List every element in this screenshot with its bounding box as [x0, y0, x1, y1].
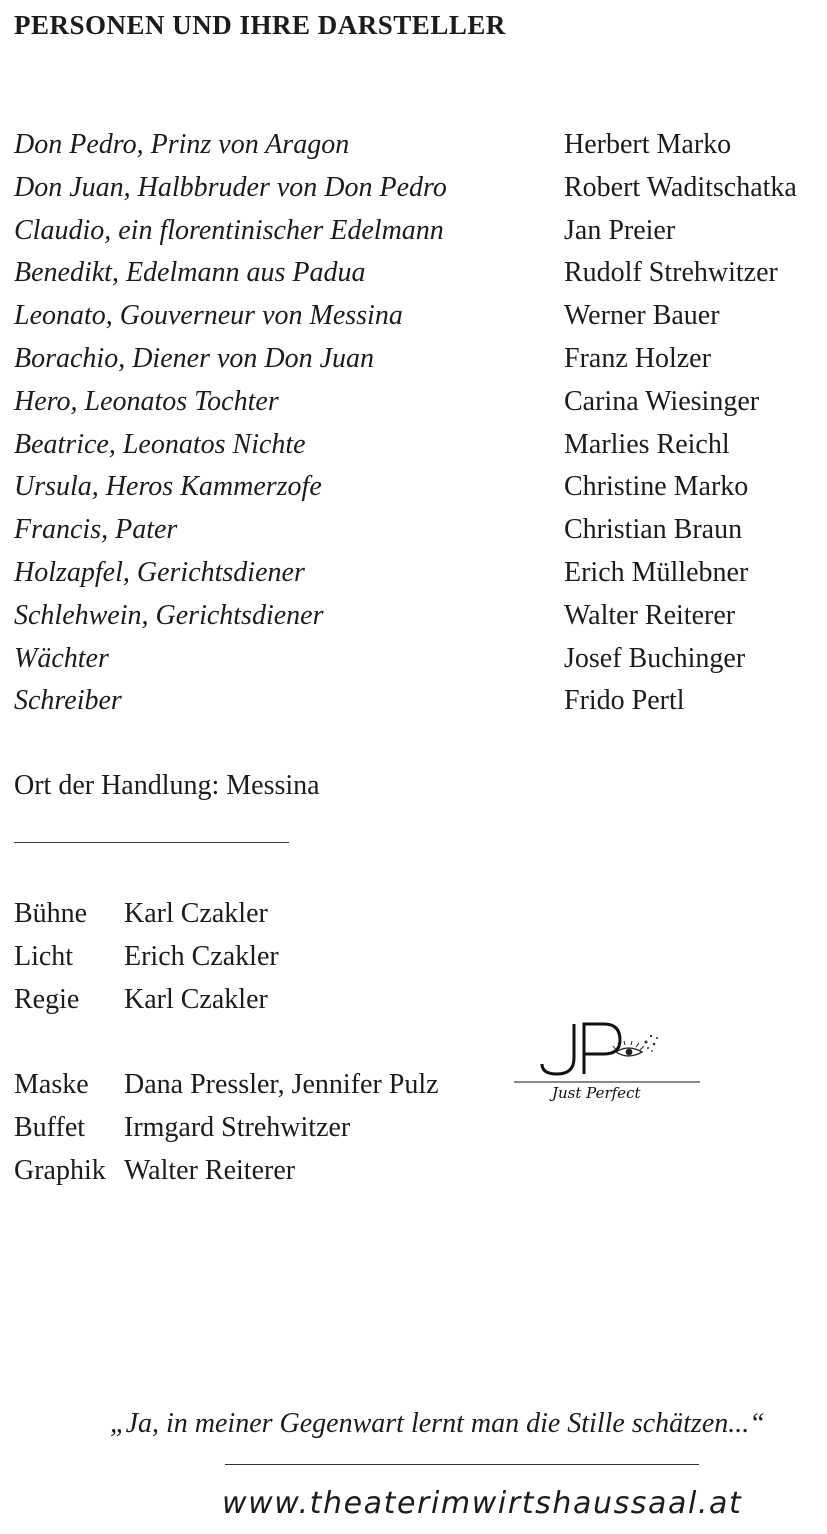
logo-letter-p: [584, 1024, 620, 1074]
crew-label: Maske: [14, 1069, 89, 1100]
crew-name: Dana Pressler, Jennifer Pulz: [124, 1069, 439, 1100]
role-name: Schlehwein, Gerichtsdiener: [14, 599, 324, 631]
role-name: Borachio, Diener von Don Juan: [14, 342, 375, 374]
just-perfect-logo: [512, 1018, 702, 1108]
cast-row: [14, 466, 824, 509]
crew-name: Irmgard Strehwitzer: [124, 1111, 351, 1143]
crew-label: Licht: [14, 940, 74, 972]
cast-row: [14, 638, 824, 681]
actor-name: Franz Holzer: [564, 342, 711, 374]
actor-name: Herbert Marko: [564, 129, 732, 160]
cast-row: [14, 210, 824, 253]
crew-label: Buffet: [14, 1111, 86, 1143]
crew-label: Graphik: [14, 1154, 106, 1186]
quote: „Ja, in meiner Gegenwart lernt man die Stille schätzen...“: [110, 1408, 765, 1439]
role-name: Hero, Leonatos Tochter: [14, 385, 279, 417]
page-title: PERSONEN UND IHRE DARSTELLER: [14, 10, 506, 40]
cast-row: [14, 552, 824, 595]
cast-row: [14, 295, 824, 338]
cast-row: [14, 124, 824, 167]
cast-row: [14, 424, 824, 467]
actor-name: Erich Müllebner: [564, 556, 749, 588]
cast-row: [14, 509, 824, 552]
cast-row: [14, 381, 824, 424]
actor-name: Christian Braun: [564, 514, 743, 546]
actor-name: Robert Waditschatka: [564, 171, 797, 203]
actor-name: Christine Marko: [564, 471, 749, 503]
divider: [225, 1464, 699, 1465]
butterfly-sparkles-icon: [645, 1035, 659, 1052]
crew-name: Karl Czakler: [124, 983, 268, 1015]
role-name: Wächter: [14, 642, 109, 674]
cast-list: [14, 124, 824, 723]
role-name: Francis, Pater: [14, 514, 178, 546]
crew-name: Erich Czakler: [124, 940, 279, 972]
role-name: Ursula, Heros Kammerzofe: [14, 471, 322, 503]
actor-name: Carina Wiesinger: [564, 385, 760, 417]
crew-label: Regie: [14, 983, 80, 1015]
actor-name: Jan Preier: [564, 214, 676, 246]
location-line: Ort der Handlung: Messina: [14, 770, 320, 801]
actor-name: Marlies Reichl: [564, 428, 730, 460]
website-url[interactable]: www.theaterimwirtshaussaal.at: [222, 1486, 743, 1521]
crew-label: Bühne: [14, 898, 88, 929]
role-name: Claudio, ein florentinischer Edelmann: [14, 214, 444, 246]
divider: [14, 842, 289, 843]
crew-name: Walter Reiterer: [124, 1154, 296, 1186]
actor-name: Frido Pertl: [564, 685, 685, 717]
cast-row: [14, 252, 824, 295]
role-name: Schreiber: [14, 685, 122, 717]
role-name: Don Pedro, Prinz von Aragon: [14, 129, 350, 160]
eye-pupil-icon: [626, 1049, 633, 1056]
logo-tagline: Just Perfect: [552, 1084, 641, 1102]
cast-row: [14, 680, 824, 723]
role-name: Don Juan, Halbbruder von Don Pedro: [14, 171, 447, 203]
role-name: Benedikt, Edelmann aus Padua: [14, 257, 366, 289]
role-name: Holzapfel, Gerichtsdiener: [14, 556, 305, 588]
actor-name: Josef Buchinger: [564, 642, 746, 674]
role-name: Leonato, Gouverneur von Messina: [14, 300, 403, 332]
actor-name: Walter Reiterer: [564, 599, 736, 631]
actor-name: Werner Bauer: [564, 300, 720, 332]
cast-row: [14, 595, 824, 638]
crew-name: Karl Czakler: [124, 898, 268, 929]
cast-row: [14, 167, 824, 210]
cast-row: [14, 338, 824, 381]
role-name: Beatrice, Leonatos Nichte: [14, 428, 306, 460]
logo-letter-j: [542, 1024, 574, 1074]
actor-name: Rudolf Strehwitzer: [564, 257, 778, 289]
